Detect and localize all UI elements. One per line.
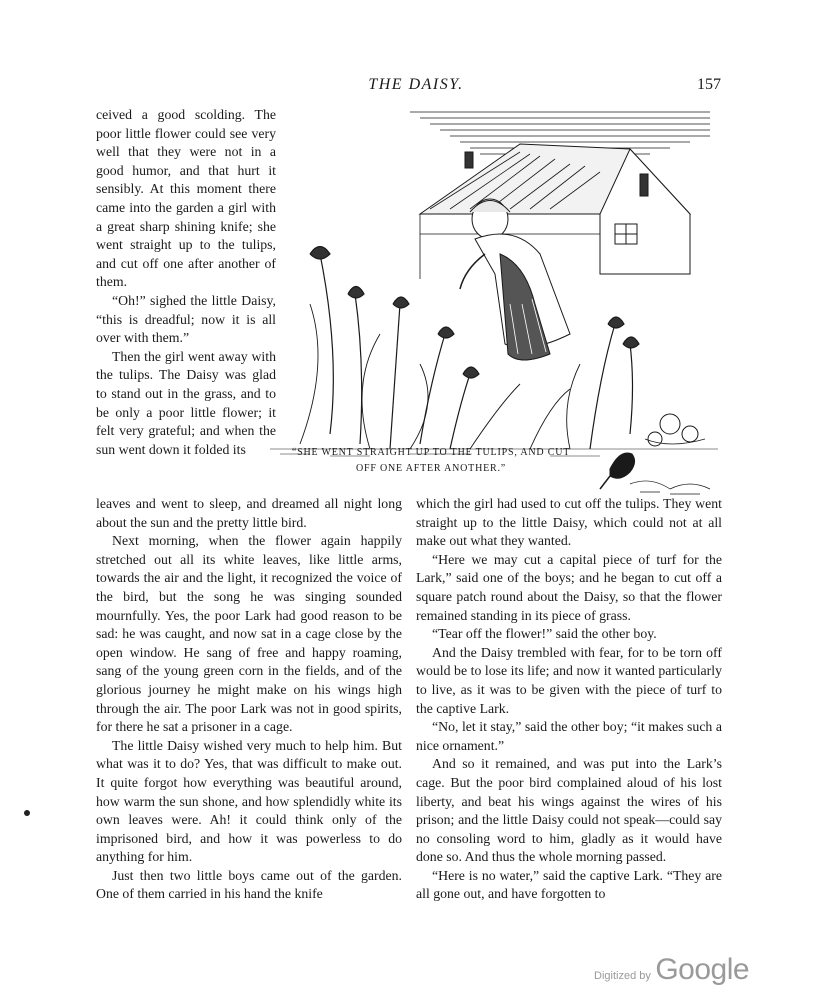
paragraph: “Oh!” sighed the little Daisy, “this is dreadful; now it is all over with them.” [96, 292, 276, 346]
text-column-left [96, 495, 402, 904]
running-title: THE DAISY. [368, 76, 464, 93]
paragraph: And the Daisy trembled with fear, for to be torn off would be to lose its life; and now it wanted particularly to live, as it was to be given with the piece of turf to the captive Lark. [416, 644, 722, 716]
ink-speck [24, 810, 30, 816]
paragraph: ceived a good scolding. The poor little flower could see very well that they were not in a good humor, and that hurt it sensibly. At this moment there came into the garden a girl with a great sharp shining knife; she went straight up to the tulips, and cut off one after another of them. [96, 107, 276, 290]
paragraph: “No, let it stay,” said the other boy; “it makes such a nice ornament.” [416, 719, 722, 753]
paragraph: “Tear off the flower!” said the other boy. [432, 626, 657, 642]
google-logo: Google [655, 953, 750, 986]
tulips [310, 247, 639, 450]
flower-cluster [645, 414, 705, 446]
ground [630, 481, 710, 494]
page-number: 157 [697, 76, 721, 93]
paragraph: Next morning, when the flower again happily stretched out all its white leaves, like little arms, towards the air and the light, it recognized the voice of the bird, but the song he was singing sounded mournfully. Yes, the poor Lark had good reason to be sad: he was caught, and now sat in a cage close by the open window. He sang of free and happy roaming, sang of the young green corn in the fields, and of the glorious journey he might make on his wings high through the air. The poor Lark was not in good spirits, for there he sat a prisoner in a cage. [96, 533, 402, 735]
text-column-right [416, 495, 722, 904]
cottage [420, 144, 690, 279]
paragraph: Then the girl went away with the tulips. The Daisy was glad to stand out in the grass, and to be only a poor little flower; it felt very grateful; and when the sun went down it folded its [96, 348, 276, 457]
digitized-watermark [594, 953, 749, 987]
paragraph: leaves and went to sleep, and dreamed all night long about the sun and the pretty little bird. [96, 496, 402, 530]
watermark-prefix: Digitized by [594, 970, 651, 982]
paragraph: Just then two little boys came out of the garden. One of them carried in his hand the knife [96, 867, 402, 902]
girl-figure [460, 199, 570, 360]
paragraph: which the girl had used to cut off the tulips. They went straight up to the little Daisy, which could not at all make out what they wanted. [416, 496, 722, 549]
illustration-girl-cutting-tulips [270, 104, 718, 504]
paragraph: The little Daisy wished very much to help him. But what was it to do? Yes, that was difficult to make out. It quite forgot how everything was beautiful around, how warm the sun shone, and how splendidly white its own leaves were. Ah! it could think only of the imprisoned bird, and how it was powerless to do anything for him. [96, 737, 402, 865]
text-column-top-left [96, 106, 276, 459]
paragraph: “Here we may cut a capital piece of turf for the Lark,” said one of the boys; and he began to cut off a square patch round about the Daisy, so that the flower remained standing in its piece of grass. [416, 551, 722, 623]
paragraph: And so it remained, and was put into the Lark’s cage. But the poor bird complained aloud of his lost liberty, and beat his wings against the wires of his prison; and the little Daisy could not speak—could say no consoling word to him, gladly as it would have done so. And thus the whole morning passed. [416, 756, 722, 865]
paragraph: “Here is no water,” said the captive Lark. “They are all gone out, and have forgotten to [416, 867, 722, 902]
illustration-caption: “SHE WENT STRAIGHT UP TO THE TULIPS, AND CUT OFF ONE AFTER ANOTHER.” [291, 447, 571, 474]
bird [600, 453, 635, 489]
